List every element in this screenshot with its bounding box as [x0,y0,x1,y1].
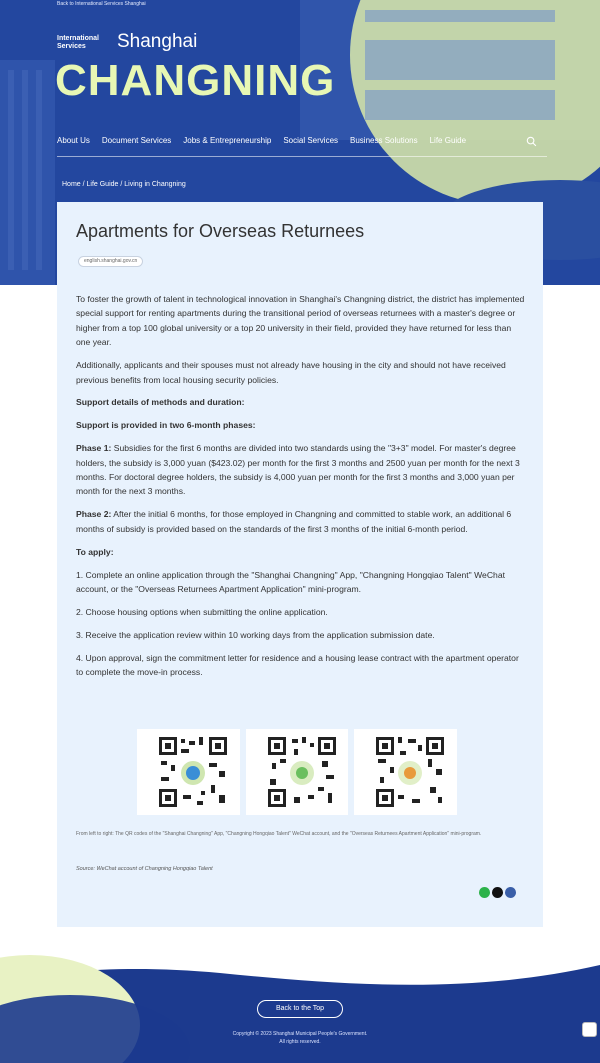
wechat-share-icon[interactable] [479,887,490,898]
qr-code-icon [374,735,446,809]
qr-code-icon [157,735,229,809]
footer [0,955,600,1063]
source-tag[interactable]: english.shanghai.gov.cn [78,256,143,267]
heading-to-apply-text: To apply: [76,546,114,557]
search-icon[interactable] [526,136,537,147]
back-to-international-services-link[interactable]: Back to International Services Shanghai [57,1,146,7]
nav-item-about-us[interactable]: About Us [57,136,90,145]
paragraph-intro: To foster the growth of talent in technological innovation in Shanghai's Changning district, the district has implemented special support for renting apartments during the transitional period of overseas returnees with a master's degree or higher from a top 100 global university or a top 20 university in their field, provided they have returned for less than one year. [76,294,525,348]
accessibility-icon[interactable] [582,1022,597,1037]
nav-item-document-services[interactable]: Document Services [101,136,172,145]
apply-step-2: 2. Choose housing options when submitting the online application. [76,606,328,617]
x-share-icon[interactable] [492,887,503,898]
copyright-line1: Copyright © 2023 Shanghai Municipal People's Government. [232,1031,368,1037]
paragraph-phase-2 [76,507,526,536]
breadcrumb[interactable]: Home / Life Guide / Living in Changning [62,181,186,188]
phase-1-label: Phase 1: [76,443,112,454]
nav-divider [57,156,547,157]
apply-step-1: 1. Complete an online application through the "Shanghai Changning" App, "Changning Hongqiao Talent" WeChat account, or the "Overseas Returnees Apartment Application" mini-program. [76,569,505,594]
paragraph-phase-1 [76,441,526,499]
article-card [57,202,543,927]
qr-code-hongqiao-talent-wechat[interactable] [246,729,349,815]
back-to-top-button[interactable]: Back to the Top [257,1000,343,1018]
qr-code-returnees-mini-program[interactable] [354,729,457,815]
logo-shanghai: Shanghai [117,31,198,52]
copyright [0,1030,600,1046]
phase-1-text: Subsidies for the first 6 months are divided into two standards using the "3+3" model. For master's degree holders, the subsidy is 3,000 yuan ($423.02) per month for the first 3 months and 2500 yuan per month for the next 3 months. For doctoral degree holders, the subsidy is 4,000 yuan per month for the first 3 months and 3,000 yuan per month for the next 3 months. [76,443,520,497]
heading-support-details-text: Support details of methods and duration: [76,397,245,408]
share-buttons [479,887,516,898]
apply-step-4: 4. Upon approval, sign the commitment letter for residence and a housing lease contract with the apartment operator to complete the move-in process. [76,652,519,678]
heading-support-details [76,395,526,409]
logo-small-line1: International [57,35,100,42]
logo-international-services [57,35,99,51]
nav-item-jobs-entrepreneurship[interactable]: Jobs & Entrepreneurship [183,136,272,145]
qr-code-shanghai-changning-app[interactable] [137,729,240,815]
phase-2-text: After the initial 6 months, for those employed in Changning and committed to stable work, an additional 6 months of subsidy is provided based on the standards of the first 3 months of the initial 6-month period. [76,509,512,534]
apply-step-3: 3. Receive the application review within 10 working days from the application submission date. [76,629,435,640]
phase-2-label: Phase 2: [76,509,112,520]
nav-item-business-solutions[interactable]: Business Solutions [350,136,418,145]
article-title: Apartments for Overseas Returnees [76,221,365,241]
qr-caption: From left to right: The QR codes of the "Shanghai Changning" App, "Changning Hongqiao Talent" WeChat account, and the "Overseas Returnees Apartment Application" mini-program. [76,831,482,837]
source-note: Source: WeChat account of Changning Hongqiao Talent [76,866,213,872]
main-navigation [57,136,478,145]
heading-two-phases-text: Support is provided in two 6-month phases: [76,420,256,431]
logo-changning[interactable]: CHANGNING [55,56,336,105]
heading-two-phases [76,418,526,432]
article-body [76,292,526,688]
copyright-line2: All rights reserved. [279,1039,321,1045]
heading-to-apply [76,545,526,559]
paragraph-eligibility: Additionally, applicants and their spouses must not already have housing in the city and should not have received previous benefits from local housing security policies. [76,360,506,385]
nav-item-social-services[interactable]: Social Services [283,136,339,145]
facebook-share-icon[interactable] [505,887,516,898]
qr-code-icon [266,735,338,809]
qr-code-row [137,729,463,815]
logo-small-line2: Services [57,43,86,50]
nav-item-life-guide[interactable]: Life Guide [429,136,467,145]
